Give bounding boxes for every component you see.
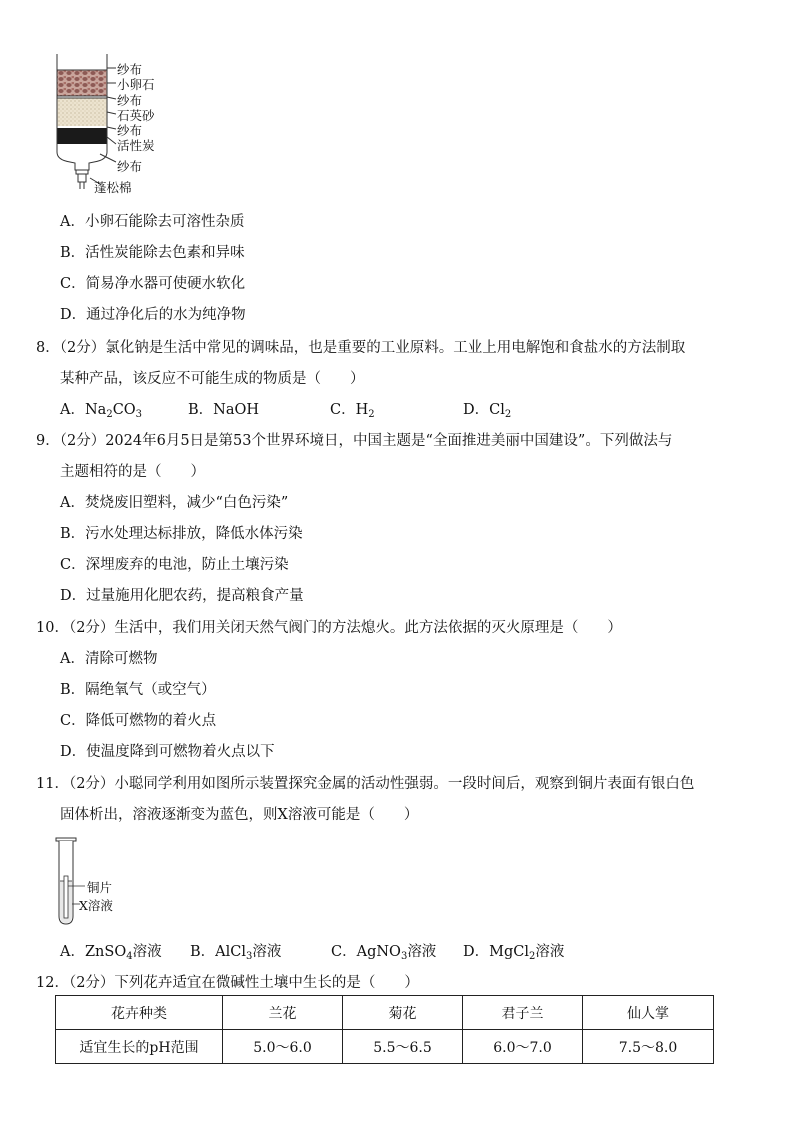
table-cell-chrysanthemum-ph: 5.5～6.5 <box>343 1030 463 1064</box>
q8-stem-line1: 8．（2分）氯化钠是生活中常见的调味品，也是重要的工业原料。工业上用电解饱和食盐水的方法制取 <box>36 340 686 356</box>
q8-option-b: B．NaOH <box>188 402 260 418</box>
q8-stem-line2: 某种产品，该反应不可能生成的物质是（ ） <box>60 371 365 387</box>
table-cell-orchid-ph: 5.0～6.0 <box>223 1030 343 1064</box>
filter-label-quartz-sand: 石英砂 <box>117 108 155 123</box>
q9-option-a: A．焚烧废旧塑料，减少“白色污染” <box>60 495 289 511</box>
table-cell-cactus-ph: 7.5～8.0 <box>583 1030 714 1064</box>
table-header-flower-type: 花卉种类 <box>56 996 223 1030</box>
q12-stem: 12．（2分）下列花卉适宜在微碱性土壤中生长的是（ ） <box>36 975 419 991</box>
table-header-cactus: 仙人掌 <box>583 996 714 1030</box>
ph-table <box>55 995 714 1064</box>
q10-stem: 10．（2分）生活中，我们用关闭天然气阀门的方法熄火。此方法依据的灭火原理是（ ） <box>36 620 622 636</box>
q10-option-d: D．使温度降到可燃物着火点以下 <box>60 744 275 760</box>
table-header-chrysanthemum: 菊花 <box>343 996 463 1030</box>
q9-option-d: D．过量施用化肥农药，提高粮食产量 <box>60 588 304 604</box>
table-header-clivia: 君子兰 <box>463 996 583 1030</box>
q7-option-d: D．通过净化后的水为纯净物 <box>60 307 246 323</box>
filter-label-pebbles: 小卵石 <box>117 77 155 92</box>
test-tube-illustration <box>52 836 92 928</box>
q8-option-c: C．$H_2$ <box>330 402 375 420</box>
q9-stem-line1: 9．（2分）2024年6月5日是第53个世界环境日，中国主题是“全面推进美丽中国建设”。下列做法与 <box>36 433 673 449</box>
filter-label-gauze-1: 纱布 <box>117 62 143 77</box>
q10-option-c: C．降低可燃物的着火点 <box>60 713 217 729</box>
q8-option-d: D．$Cl_2$ <box>463 402 512 420</box>
q11-stem-line1: 11．（2分）小聪同学利用如图所示装置探究金属的活动性强弱。一段时间后，观察到铜片表面有银白色 <box>36 776 695 792</box>
table-header-orchid: 兰花 <box>223 996 343 1030</box>
q9-stem-line2: 主题相符的是（ ） <box>60 464 205 480</box>
table-row <box>56 1030 714 1064</box>
table-row <box>56 996 714 1030</box>
q10-option-a: A．清除可燃物 <box>60 651 158 667</box>
tube-label-x-solution: X溶液 <box>79 898 113 913</box>
q9-option-b: B．污水处理达标排放，降低水体污染 <box>60 526 303 542</box>
filter-label-gauze-2: 纱布 <box>117 93 143 108</box>
q11-option-c: C．AgNO$_3$溶液 <box>331 944 437 962</box>
filter-label-gauze-4: 纱布 <box>117 159 143 174</box>
q11-option-b: B．AlCl$_3$溶液 <box>190 944 282 962</box>
q11-option-d: D．MgCl$_2$溶液 <box>463 944 565 962</box>
q11-option-a: A．ZnSO$_4$溶液 <box>60 944 162 962</box>
table-label-ph-range: 适宜生长的pH范围 <box>56 1030 223 1064</box>
test-tube-diagram <box>52 836 152 928</box>
filter-illustration <box>50 52 170 197</box>
q10-option-b: B．隔绝氧气（或空气） <box>60 682 216 698</box>
q7-option-a: A．小卵石能除去可溶性杂质 <box>60 214 245 230</box>
q9-option-c: C．深埋废弃的电池，防止土壤污染 <box>60 557 289 573</box>
tube-label-copper: 铜片 <box>87 880 113 895</box>
filter-label-cotton: 蓬松棉 <box>94 180 132 195</box>
filter-label-activated-carbon: 活性炭 <box>117 138 155 153</box>
q7-option-c: C．简易净水器可使硬水软化 <box>60 276 246 292</box>
q7-option-b: B．活性炭能除去色素和异味 <box>60 245 245 261</box>
table-cell-clivia-ph: 6.0～7.0 <box>463 1030 583 1064</box>
q8-option-a: A．$Na_2CO_3$ <box>60 402 143 420</box>
filter-label-gauze-3: 纱布 <box>117 123 143 138</box>
q11-stem-line2: 固体析出，溶液逐渐变为蓝色，则X溶液可能是（ ） <box>60 807 419 823</box>
water-filter-diagram <box>50 52 170 197</box>
